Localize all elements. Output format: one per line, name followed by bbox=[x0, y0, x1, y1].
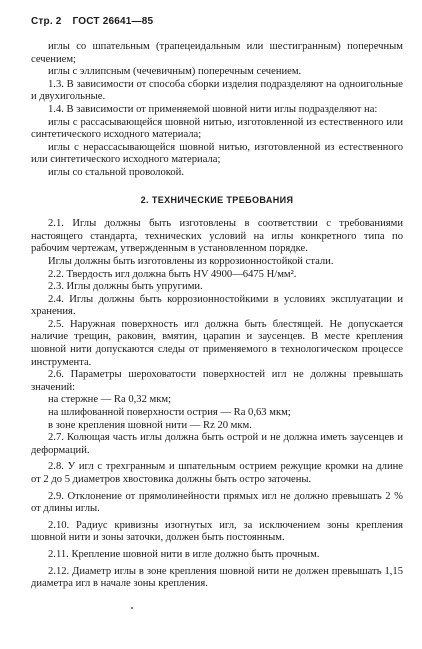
paragraph: 2.12. Диаметр иглы в зоне крепления шовной нити не должен превышать 1,15 диаметра игл в начале зоны крепления. bbox=[31, 565, 403, 590]
paragraph: в зоне крепления шовной нити — Rz 20 мкм. bbox=[48, 419, 252, 431]
paragraph: иглы со шпательным (трапецеидальным или шестигранным) поперечным сечением; bbox=[31, 41, 403, 65]
section-title: 2. ТЕХНИЧЕСКИЕ ТРЕБОВАНИЯ bbox=[140, 194, 294, 205]
standard-code: ГОСТ 26641—85 bbox=[72, 16, 154, 27]
page-number: Стр. 2 bbox=[31, 16, 62, 27]
paragraph: 2.6. Параметры шероховатости поверхностей игл не должны превышать значений: bbox=[31, 369, 403, 393]
paragraph: 2.9. Отклонение от прямолинейности прямых игл не должно превышать 2 % от длины иглы. bbox=[31, 490, 403, 515]
paragraph: иглы с рассасывающейся шовной нитью, изготовленной из естественного или синтетического исходного материала; bbox=[31, 116, 403, 141]
paragraph: иглы с нерассасывающейся шовной нитью, изготовленной из естественного или синтетического исходного материала; bbox=[31, 141, 403, 166]
paragraph: 1.3. В зависимости от способа сборки изделия подразделяют на одноигольные и двухигольные. bbox=[31, 78, 403, 103]
document-body bbox=[31, 41, 403, 591]
paragraph: 2.3. Иглы должны быть упругими. bbox=[48, 281, 203, 293]
paragraph: 1.4. В зависимости от применяемой шовной нити иглы подразделяют на: bbox=[48, 103, 378, 115]
paragraph: 2.5. Наружная поверхность игл должна быть блестящей. Не допускается наличие трещин, раковин, вмятин, царапин и заусенцев. В месте крепления шовной нити допускаются следы от применяемого в технологическом процессе инструмента. bbox=[31, 318, 403, 368]
paragraph: 2.1. Иглы должны быть изготовлены в соответствии с требованиями настоящего стандарта, технических условий на иглы конкретного типа по рабочим чертежам, утвержденным в установленном порядке. bbox=[31, 218, 403, 255]
page-header bbox=[31, 16, 153, 27]
paragraph: 2.11. Крепление шовной нити в игле должно быть прочным. bbox=[48, 548, 320, 560]
paragraph: иглы с эллипсным (чечевичным) поперечным сечением. bbox=[48, 66, 302, 78]
paragraph: на шлифованной поверхности острия — Ra 0,63 мкм; bbox=[48, 407, 291, 419]
paragraph: иглы со стальной проволокой. bbox=[48, 166, 184, 178]
paragraph: Иглы должны быть изготовлены из коррозионностойкой стали. bbox=[48, 255, 334, 267]
paragraph: на стержне — Ra 0,32 мкм; bbox=[48, 394, 172, 406]
paragraph: 2.2. Твердость игл должна быть HV 4900—6475 Н/мм². bbox=[48, 268, 297, 280]
print-speck bbox=[131, 607, 133, 609]
paragraph: 2.8. У игл с трехгранным и шпательным острием режущие кромки на длине от 2 до 5 диаметров хвостовика должны быть остро заточены. bbox=[31, 461, 403, 485]
paragraph: 2.4. Иглы должны быть коррозионностойкими в условиях эксплуатации и хранения. bbox=[31, 293, 403, 318]
paragraph: 2.10. Радиус кривизны изогнутых игл, за исключением зоны крепления шовной нити и зоны заточки, должен быть постоянным. bbox=[31, 519, 403, 544]
paragraph: 2.7. Колющая часть иглы должна быть острой и не должна иметь заусенцев и деформаций. bbox=[31, 432, 403, 456]
